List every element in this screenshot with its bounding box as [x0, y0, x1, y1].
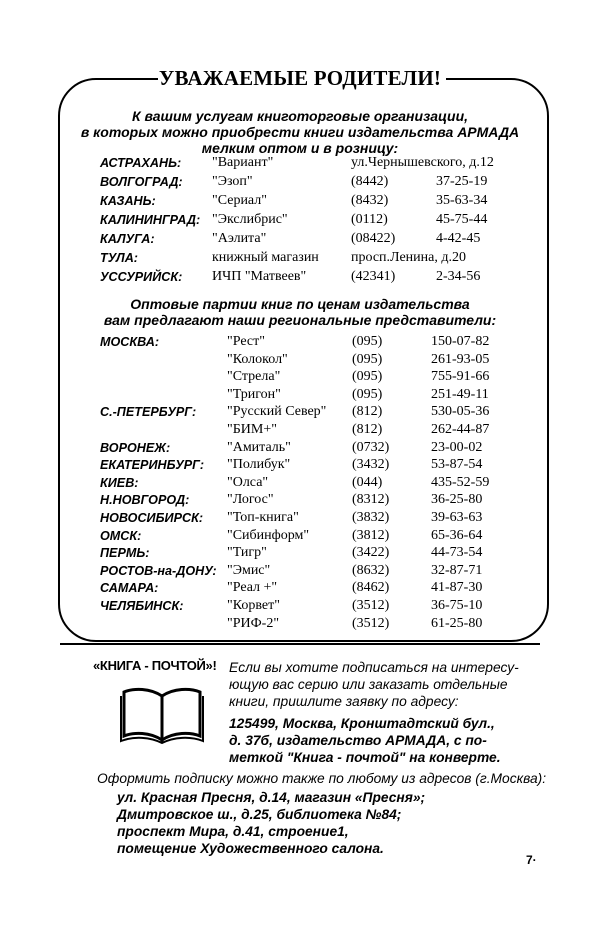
city-name: САМАРА: — [100, 581, 159, 596]
phone-number: 755-91-66 — [431, 369, 490, 385]
store-name: "Полибук" — [227, 457, 291, 473]
store-name: "Вариант" — [212, 155, 274, 170]
phone-number: 150-07-82 — [431, 334, 490, 349]
phone-number: 61-25-80 — [431, 615, 483, 631]
mail-address-line-2: д. 37б, издательство АРМАДА, с по- — [229, 733, 487, 748]
mail-address-line-3: меткой "Книга - почтой" на конверте. — [229, 750, 501, 765]
book-by-mail-label: «КНИГА - ПОЧТОЙ»! — [93, 658, 217, 673]
phone-number: 261-93-05 — [431, 351, 490, 367]
store-name: "Экслибрис" — [212, 212, 288, 227]
subscribe-address-1: ул. Красная Пресня, д.14, магазин «Пресня»; — [117, 790, 426, 805]
mail-text-line-1: Если вы хотите подписаться на интересу- — [229, 660, 519, 675]
area-code: (3812) — [352, 527, 390, 543]
area-code: (08422) — [351, 231, 396, 246]
store-name: "РИФ-2" — [227, 615, 280, 631]
city-name: С.-ПЕТЕРБУРГ: — [100, 405, 197, 420]
subscribe-address-3: проспект Мира, д.41, строение1, — [117, 824, 349, 839]
area-code: (095) — [352, 334, 383, 349]
wholesale-intro-line-2: вам предлагают наши региональные представители: — [103, 312, 497, 328]
city-name: НОВОСИБИРСК: — [100, 511, 204, 525]
section-divider — [60, 643, 540, 645]
intro-line-2: в которых можно приобрести книги издательства АРМАДА — [80, 124, 520, 140]
area-code: (8462) — [352, 580, 390, 596]
area-code: (3432) — [352, 457, 390, 473]
phone-number: 32-87-71 — [431, 562, 483, 578]
store-name: "БИМ+" — [227, 422, 277, 437]
phone-number: 23-00-02 — [431, 439, 483, 455]
city-name: КАЛУГА: — [100, 232, 155, 246]
phone-number: 262-44-87 — [431, 422, 490, 437]
phone-number: 45-75-44 — [436, 212, 488, 227]
mail-text-line-3: книги, пришлите заявку по адресу: — [229, 694, 459, 709]
city-name: УССУРИЙСК: — [100, 270, 183, 284]
store-name: "Сибинформ" — [227, 527, 310, 543]
phone-number: 44-73-54 — [431, 545, 483, 561]
store-name: "Колокол" — [227, 351, 288, 367]
store-name: "Аэлита" — [212, 231, 267, 246]
open-book-icon — [120, 684, 204, 744]
store-name: "Логос" — [227, 492, 274, 508]
phone-number: 39-63-63 — [431, 510, 483, 525]
phone-number: 36-75-10 — [431, 598, 483, 613]
city-name: ПЕРМЬ: — [100, 546, 150, 561]
area-code: (8312) — [352, 492, 390, 508]
city-name: ВОЛГОГРАД: — [100, 175, 183, 189]
phone-number: 2-34-56 — [436, 269, 481, 284]
store-name: "Рест" — [227, 334, 265, 349]
subscribe-address-4: помещение Художественного салона. — [117, 841, 384, 856]
city-name: РОСТОВ-на-ДОНУ: — [100, 563, 217, 578]
store-name: "Эзоп" — [212, 174, 253, 189]
phone-number: 65-36-64 — [431, 527, 483, 543]
city-name: ВОРОНЕЖ: — [100, 440, 171, 455]
page-number: 7· — [526, 853, 537, 867]
store-name: "Реал +" — [227, 580, 278, 596]
subscribe-address-2: Дмитровское ш., д.25, библиотека №84; — [117, 807, 402, 822]
phone-number: 41-87-30 — [431, 580, 483, 596]
store-name: "Стрела" — [227, 369, 281, 385]
store-name: ИЧП "Матвеев" — [212, 269, 307, 284]
area-code: ул.Чернышевского, д.12 — [351, 155, 494, 170]
store-name: "Корвет" — [227, 598, 280, 613]
area-code: (3422) — [352, 545, 390, 561]
area-code: (8442) — [351, 174, 389, 189]
phone-number: 37-25-19 — [436, 174, 488, 189]
phone-number: 435-52-59 — [431, 474, 490, 490]
store-name: "Эмис" — [227, 562, 271, 578]
page-title: УВАЖАЕМЫЕ РОДИТЕЛИ! — [158, 66, 442, 90]
city-name: ЕКАТЕРИНБУРГ: — [100, 458, 205, 473]
city-name: ЧЕЛЯБИНСК: — [100, 599, 184, 613]
store-name: "Тигр" — [227, 545, 267, 561]
area-code: (42341) — [351, 269, 396, 284]
area-code: (095) — [352, 369, 383, 385]
city-name: КИЕВ: — [100, 475, 139, 490]
area-code: (8432) — [351, 193, 389, 208]
area-code: (095) — [352, 351, 383, 367]
wholesale-intro-line-1: Оптовые партии книг по ценам издательства — [130, 296, 470, 312]
area-code: (0112) — [351, 212, 388, 227]
phone-number: 4-42-45 — [436, 231, 481, 246]
phone-number: 35-63-34 — [436, 193, 488, 208]
area-code: (3512) — [352, 615, 390, 631]
area-code: (8632) — [352, 562, 390, 578]
city-name: ТУЛА: — [100, 251, 138, 265]
area-code: (0732) — [352, 439, 390, 455]
intro-line-3: мелким оптом и в розницу: — [201, 140, 399, 156]
city-name: ОМСК: — [100, 528, 142, 543]
phone-number: 36-25-80 — [431, 492, 483, 508]
city-name: МОСКВА: — [100, 335, 160, 349]
store-name: "Топ-книга" — [227, 510, 299, 525]
area-code: (812) — [352, 422, 383, 437]
store-name: "Олса" — [227, 474, 269, 490]
store-name: "Сериал" — [212, 193, 267, 208]
city-name: КАЗАНЬ: — [100, 194, 156, 208]
mail-address-line-1: 125499, Москва, Кронштадтский бул., — [229, 716, 495, 731]
phone-number: 530-05-36 — [431, 404, 490, 420]
phone-number: 251-49-11 — [431, 386, 489, 402]
area-code: (095) — [352, 386, 383, 402]
area-code: (3832) — [352, 510, 390, 525]
store-name: книжный магазин — [212, 250, 319, 265]
store-name: "Тригон" — [227, 386, 281, 402]
city-name: КАЛИНИНГРАД: — [100, 213, 201, 227]
area-code: (044) — [352, 474, 383, 490]
store-name: "Амиталь" — [227, 439, 291, 455]
intro-line-1: К вашим услугам книготорговые организации, — [131, 108, 469, 124]
subscribe-note: Оформить подписку можно также по любому из адресов (г.Москва): — [97, 771, 547, 786]
city-name: Н.НОВГОРОД: — [100, 493, 190, 508]
mail-text-line-2: ющую вас серию или заказать отдельные — [229, 677, 508, 692]
area-code: (3512) — [352, 598, 390, 613]
store-name: "Русский Север" — [227, 404, 327, 420]
area-code: просп.Ленина, д.20 — [351, 250, 466, 265]
city-name: АСТРАХАНЬ: — [100, 156, 182, 170]
phone-number: 53-87-54 — [431, 457, 483, 473]
area-code: (812) — [352, 404, 383, 420]
